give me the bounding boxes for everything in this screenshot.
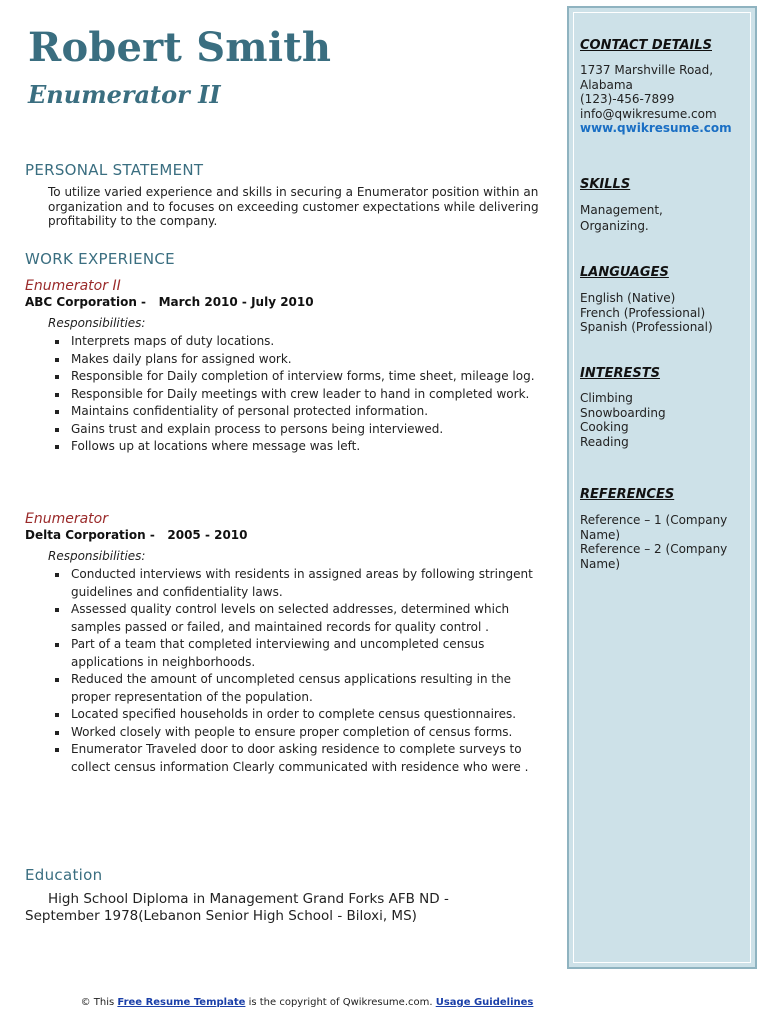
- references-heading: REFERENCES: [580, 487, 675, 502]
- education-heading: Education: [25, 866, 103, 884]
- references-list: [580, 513, 750, 571]
- job-role: Enumerator: [25, 511, 108, 527]
- reference-item: Reference – 2 (Company Name): [580, 542, 728, 571]
- list-item: Follows up at locations where message was left.: [48, 438, 538, 456]
- responsibilities-list: [48, 566, 538, 776]
- responsibilities-label: Responsibilities:: [48, 316, 146, 330]
- work-experience-heading: WORK EXPERIENCE: [25, 250, 175, 268]
- address-line: Alabama: [580, 77, 633, 92]
- language-item: English (Native): [580, 291, 676, 305]
- reference-item: Reference – 1 (Company Name): [580, 513, 728, 542]
- contact-details: [580, 63, 752, 136]
- languages-heading: LANGUAGES: [580, 265, 669, 280]
- footer-prefix: © This: [80, 997, 118, 1008]
- list-item: Maintains confidentiality of personal protected information.: [48, 403, 538, 421]
- interests-heading: INTERESTS: [580, 366, 660, 381]
- languages-list: [580, 291, 752, 335]
- list-item: Gains trust and explain process to persons being interviewed.: [48, 421, 538, 439]
- footer-middle: is the copyright of Qwikresume.com.: [245, 997, 436, 1008]
- list-item: Part of a team that completed interviewing and uncompleted census applications in neighborhoods.: [48, 636, 538, 671]
- website-link[interactable]: www.qwikresume.com: [580, 121, 732, 135]
- list-item: Reduced the amount of uncompleted census applications resulting in the proper representation of the population.: [48, 671, 538, 706]
- list-item: Assessed quality control levels on selected addresses, determined which samples passed or failed, and maintained records for quality control .: [48, 601, 538, 636]
- list-item: Worked closely with people to ensure proper completion of census forms.: [48, 724, 538, 742]
- responsibilities-list: [48, 333, 538, 456]
- education-text: High School Diploma in Management Grand Forks AFB ND - September 1978(Lebanon Senior High School - Biloxi, MS): [25, 891, 449, 924]
- email-address: info@qwikresume.com: [580, 106, 717, 121]
- responsibilities-label: Responsibilities:: [48, 549, 146, 563]
- job-role: Enumerator II: [25, 278, 121, 294]
- free-resume-template-link[interactable]: Free Resume Template: [117, 997, 246, 1008]
- contact-details-heading: CONTACT DETAILS: [580, 38, 712, 53]
- phone-number: (123)-456-7899: [580, 92, 675, 106]
- language-item: French (Professional): [580, 305, 706, 320]
- address-line: 1737 Marshville Road,: [580, 63, 714, 77]
- list-item: Responsible for Daily completion of interview forms, time sheet, mileage log.: [48, 368, 538, 386]
- interests-list: [580, 391, 752, 449]
- skill-item: Management,: [580, 203, 663, 217]
- interest-item: Snowboarding: [580, 405, 666, 420]
- list-item: Responsible for Daily meetings with crew leader to hand in completed work.: [48, 386, 538, 404]
- skill-item: Organizing.: [580, 219, 649, 233]
- skills-heading: SKILLS: [580, 177, 631, 192]
- interest-item: Climbing: [580, 391, 633, 405]
- job-company-dates: Delta Corporation - 2005 - 2010: [25, 528, 248, 542]
- skills-list: [580, 202, 752, 234]
- list-item: Located specified households in order to complete census questionnaires.: [48, 706, 538, 724]
- interest-item: Reading: [580, 434, 629, 449]
- list-item: Enumerator Traveled door to door asking residence to complete surveys to collect census information Clearly communicated with residence who were .: [48, 741, 538, 776]
- candidate-name: Robert Smith: [28, 24, 332, 71]
- list-item: Conducted interviews with residents in assigned areas by following stringent guidelines and confidentiality laws.: [48, 566, 538, 601]
- personal-statement-text: To utilize varied experience and skills in securing a Enumerator position within an organization and to focuses on exceeding customer expectations while delivering profitability to the company.: [48, 185, 539, 228]
- candidate-title: Enumerator II: [28, 80, 221, 109]
- personal-statement-heading: PERSONAL STATEMENT: [25, 161, 204, 179]
- language-item: Spanish (Professional): [580, 320, 713, 334]
- list-item: Interprets maps of duty locations.: [48, 333, 538, 351]
- job-company-dates: ABC Corporation - March 2010 - July 2010: [25, 295, 314, 309]
- list-item: Makes daily plans for assigned work.: [48, 351, 538, 369]
- copyright-footer: [0, 997, 614, 1008]
- interest-item: Cooking: [580, 420, 629, 434]
- usage-guidelines-link[interactable]: Usage Guidelines: [435, 997, 534, 1008]
